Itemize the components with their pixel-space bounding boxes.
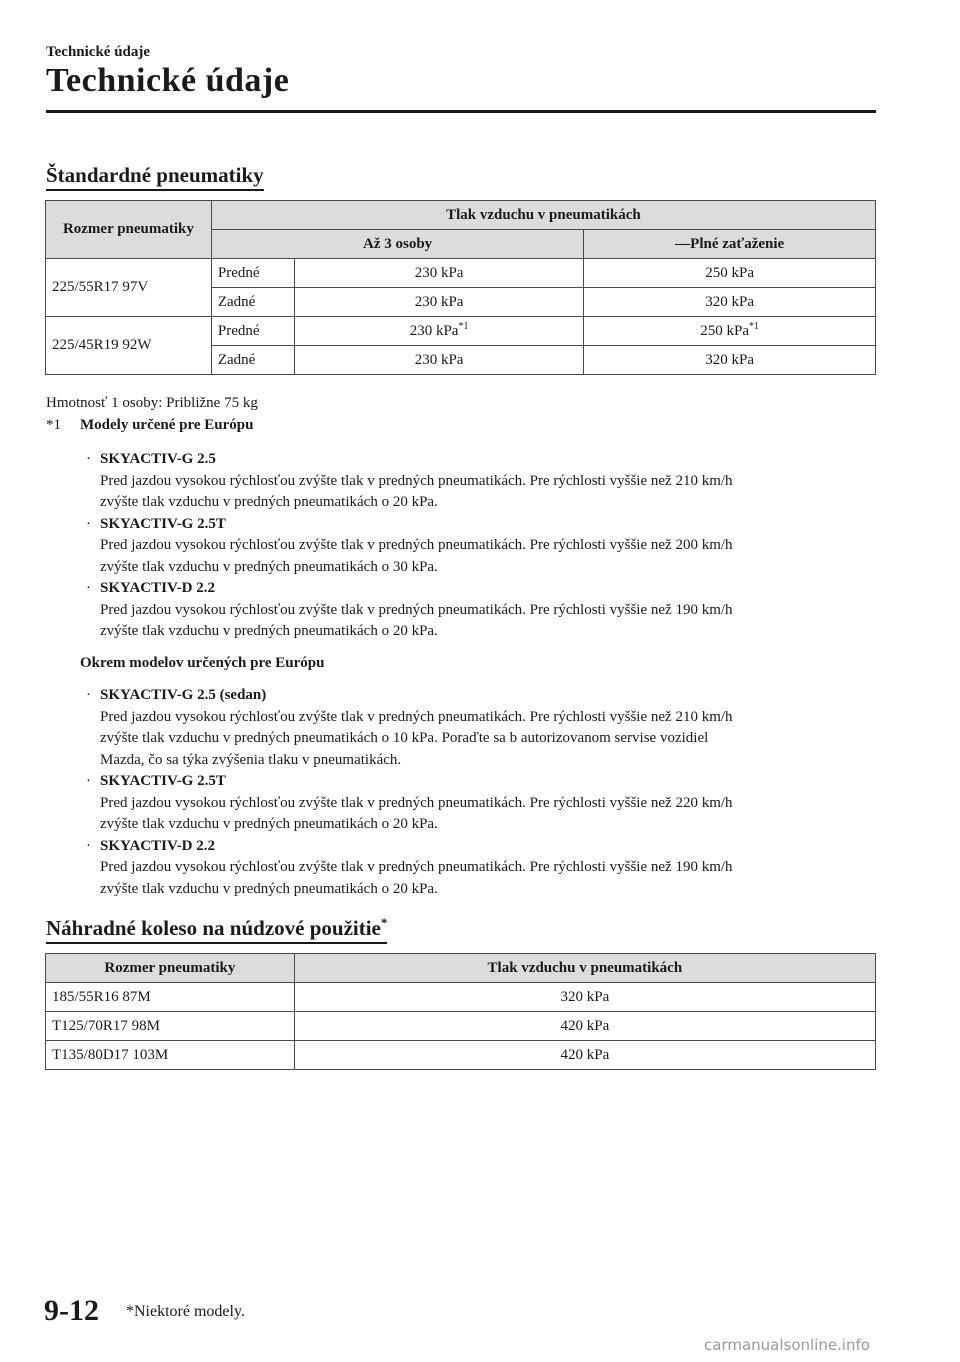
col-header-full-load: —Plné zaťaženie: [584, 230, 876, 259]
section-heading-text: Štandardné pneumatiky: [46, 163, 264, 187]
model-name: SKYACTIV-D 2.2: [100, 837, 216, 854]
running-header: Technické údaje: [46, 44, 151, 60]
model-instruction: zvýšte tlak vzduchu v predných pneumatikách o 20 kPa.: [100, 494, 438, 510]
non-europe-heading: Okrem modelov určených pre Európu: [80, 655, 325, 671]
section-heading-text: Náhradné koleso na núdzové použitie: [46, 916, 381, 940]
passenger-weight-note: Hmotnosť 1 osoby: Približne 75 kg: [46, 395, 258, 411]
footnote-mark: *1: [749, 320, 760, 332]
spare-tire-table: [45, 953, 876, 1070]
heading-underline: [46, 189, 264, 191]
footnote-mark: *1: [458, 320, 469, 332]
pressure-full-cell: 320 kPa: [584, 346, 876, 375]
bullet-icon: ·: [86, 515, 91, 532]
pressure-value: 230 kPa: [409, 322, 459, 339]
pressure-up3-cell: [294, 317, 584, 346]
model-instruction: Pred jazdou vysokou rýchlosťou zvýšte tlak v predných pneumatikách. Pre rýchlosti vyššie než 220 km/h: [100, 794, 733, 811]
position-cell: Zadné: [211, 346, 294, 375]
footer-note: *Niektoré modely.: [126, 1303, 245, 1320]
model-name: SKYACTIV-G 2.5T: [100, 515, 226, 532]
table-row: [46, 1041, 876, 1070]
tire-size-cell: 225/45R19 92W: [46, 317, 212, 375]
bullet-icon: ·: [86, 687, 91, 703]
page-number: 9-12: [44, 1294, 99, 1327]
heading-underline: [46, 942, 387, 944]
table-header-row: [46, 954, 876, 983]
model-instruction: zvýšte tlak vzduchu v predných pneumatikách o 30 kPa.: [100, 558, 438, 575]
tire-size-cell: 185/55R16 87M: [46, 983, 295, 1012]
col-header-tire-pressure: Tlak vzduchu v pneumatikách: [211, 201, 875, 230]
watermark: carmanualsonline.info: [704, 1336, 870, 1354]
standard-tire-table: [45, 200, 876, 375]
tire-size-cell: 225/55R17 97V: [46, 259, 212, 317]
europe-model-list: [86, 449, 876, 643]
model-instruction: zvýšte tlak vzduchu v predných pneumatikách o 20 kPa.: [100, 880, 438, 897]
pressure-up3-cell: 230 kPa: [294, 259, 584, 288]
model-instruction: Pred jazdou vysokou rýchlosťou zvýšte tlak v predných pneumatikách. Pre rýchlosti vyššie než 210 km/h: [100, 708, 733, 725]
pressure-cell: 420 kPa: [294, 1012, 875, 1041]
model-instruction: Pred jazdou vysokou rýchlosťou zvýšte tlak v predných pneumatikách. Pre rýchlosti vyššie než 210 km/h: [100, 472, 733, 489]
list-item: [86, 836, 876, 901]
table-row: [46, 983, 876, 1012]
footnote-label: Modely určené pre Európu: [80, 417, 254, 433]
table-row: [46, 259, 876, 288]
model-instruction: Pred jazdou vysokou rýchlosťou zvýšte tlak v predných pneumatikách. Pre rýchlosti vyššie než 190 km/h: [100, 601, 733, 618]
table-header-row: [46, 201, 876, 230]
pressure-cell: 320 kPa: [294, 983, 875, 1012]
non-europe-model-list: [86, 685, 876, 900]
table-row: [46, 1012, 876, 1041]
pressure-full-cell: [584, 317, 876, 346]
position-cell: Predné: [211, 317, 294, 346]
pressure-value: 250 kPa: [700, 322, 750, 339]
model-instruction: zvýšte tlak vzduchu v predných pneumatikách o 20 kPa.: [100, 816, 438, 832]
col-header-tire-size: Rozmer pneumatiky: [46, 954, 295, 983]
list-item: [86, 685, 876, 771]
model-name: SKYACTIV-D 2.2: [100, 580, 216, 596]
bullet-icon: ·: [86, 580, 91, 596]
tire-size-cell: T125/70R17 98M: [46, 1012, 295, 1041]
pressure-cell: 420 kPa: [294, 1041, 875, 1070]
table-row: [46, 317, 876, 346]
model-instruction: Pred jazdou vysokou rýchlosťou zvýšte tlak v predných pneumatikách. Pre rýchlosti vyššie než 190 km/h: [100, 859, 733, 875]
heading-footnote-mark: *: [380, 915, 388, 930]
col-header-up-to-3: Až 3 osoby: [211, 230, 584, 259]
model-instruction: zvýšte tlak vzduchu v predných pneumatikách o 20 kPa.: [100, 623, 438, 639]
pressure-up3-cell: 230 kPa: [294, 346, 584, 375]
list-item: [86, 449, 876, 514]
list-item: [86, 514, 876, 579]
pressure-full-cell: 250 kPa: [584, 259, 876, 288]
tire-size-cell: T135/80D17 103M: [46, 1041, 295, 1070]
list-item: [86, 771, 876, 836]
model-instruction: zvýšte tlak vzduchu v predných pneumatikách o 10 kPa. Poraďte sa b autorizovanom servise vozidiel: [100, 730, 709, 746]
page-title: Technické údaje: [46, 62, 290, 99]
position-cell: Predné: [211, 259, 294, 288]
model-name: SKYACTIV-G 2.5T: [100, 773, 226, 789]
col-header-tire-size: Rozmer pneumatiky: [46, 201, 212, 259]
model-instruction: Pred jazdou vysokou rýchlosťou zvýšte tlak v predných pneumatikách. Pre rýchlosti vyššie než 200 km/h: [100, 537, 733, 553]
bullet-icon: ·: [86, 773, 91, 789]
list-item: [86, 578, 876, 643]
bullet-icon: ·: [86, 451, 91, 467]
position-cell: Zadné: [211, 288, 294, 317]
footnote-mark: *1: [46, 417, 61, 433]
pressure-up3-cell: 230 kPa: [294, 288, 584, 317]
section-heading-spare-wheel: [46, 915, 387, 944]
model-instruction: Mazda, čo sa týka zvýšenia tlaku v pneumatikách.: [100, 751, 402, 768]
section-heading-standard-tires: [46, 163, 264, 191]
pressure-full-cell: 320 kPa: [584, 288, 876, 317]
title-rule: [46, 110, 876, 113]
bullet-icon: ·: [86, 837, 91, 854]
footnote-europe: [46, 417, 253, 434]
model-name: SKYACTIV-G 2.5 (sedan): [100, 687, 267, 703]
model-name: SKYACTIV-G 2.5: [100, 451, 216, 467]
col-header-tire-pressure: Tlak vzduchu v pneumatikách: [294, 954, 875, 983]
